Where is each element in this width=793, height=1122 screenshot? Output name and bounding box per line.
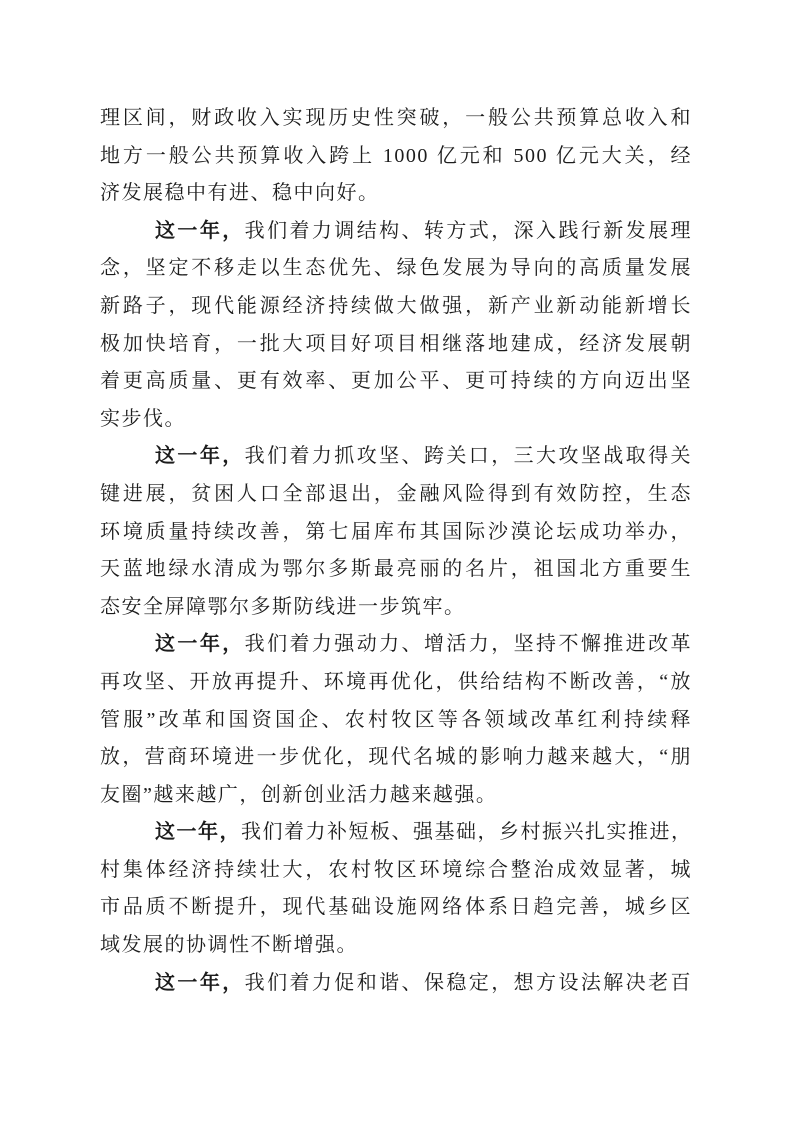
paragraph <box>100 626 692 814</box>
text-line: 新路子，现代能源经济持续做大做强，新产业新动能新增长 <box>100 294 692 317</box>
line-text: 我们着力强动力、增活力，坚持不懈推进改革 <box>244 633 693 656</box>
text-line: 再攻坚、开放再提升、环境再优化，供给结构不断改善，“放 <box>100 670 692 693</box>
line-text: 我们着力补短板、强基础，乡村振兴扎实推进， <box>241 821 693 844</box>
text-line: 济发展稳中有进、稳中向好。 <box>100 182 380 205</box>
text-line: 实步伐。 <box>100 407 186 430</box>
text-line <box>100 626 692 664</box>
line-text: 我们着力促和谐、保稳定，想方设法解决老百 <box>244 971 693 994</box>
text-line: 市品质不断提升，现代基础设施网络体系日趋完善，城乡区 <box>100 896 692 919</box>
report-text-block <box>100 100 692 1002</box>
text-line: 友圈”越来越广，创新创业活力越来越强。 <box>100 783 498 806</box>
paragraph <box>100 438 692 626</box>
text-line <box>100 965 692 1003</box>
paragraph-lead: 这一年， <box>155 219 245 242</box>
text-line <box>100 438 692 476</box>
text-line <box>100 213 692 251</box>
text-line: 理区间，财政收入实现历史性突破，一般公共预算总收入和 <box>100 107 692 129</box>
text-line: 念，坚定不移走以生态优先、绿色发展为导向的高质量发展 <box>100 257 692 280</box>
text-line: 管服”改革和国资国企、农村牧区等各领域改革红利持续释 <box>100 708 692 731</box>
text-line: 地方一般公共预算收入跨上 1000 亿元和 500 亿元大关，经 <box>100 144 692 167</box>
paragraph <box>100 100 692 213</box>
text-line: 村集体经济持续壮大，农村牧区环境综合整治成效显著，城 <box>100 858 692 881</box>
text-line: 键进展，贫困人口全部退出，金融风险得到有效防控，生态 <box>100 482 692 505</box>
text-line: 态安全屏障鄂尔多斯防线进一步筑牢。 <box>100 595 466 618</box>
text-line: 放，营商环境进一步优化，现代名城的影响力越来越大，“朋 <box>100 746 692 769</box>
text-line: 极加快培育，一批大项目好项目相继落地建成，经济发展朝 <box>100 332 692 355</box>
paragraph-lead: 这一年， <box>155 971 245 994</box>
paragraph <box>100 213 692 439</box>
text-line: 天蓝地绿水清成为鄂尔多斯最亮丽的名片，祖国北方重要生 <box>100 558 692 581</box>
text-line: 环境质量持续改善，第七届库布其国际沙漠论坛成功举办， <box>100 520 692 543</box>
paragraph-lead: 这一年， <box>155 633 245 656</box>
paragraph-lead: 这一年， <box>155 445 245 468</box>
line-text: 我们着力调结构、转方式，深入践行新发展理 <box>244 219 693 242</box>
paragraph <box>100 965 692 1003</box>
paragraph <box>100 814 692 964</box>
text-line: 域发展的协调性不断增强。 <box>100 934 358 957</box>
paragraph-lead: 这一年， <box>155 821 241 844</box>
text-line: 着更高质量、更有效率、更加公平、更可持续的方向迈出坚 <box>100 370 692 393</box>
line-text: 我们着力抓攻坚、跨关口，三大攻坚战取得关 <box>244 445 693 468</box>
text-line <box>100 814 692 852</box>
